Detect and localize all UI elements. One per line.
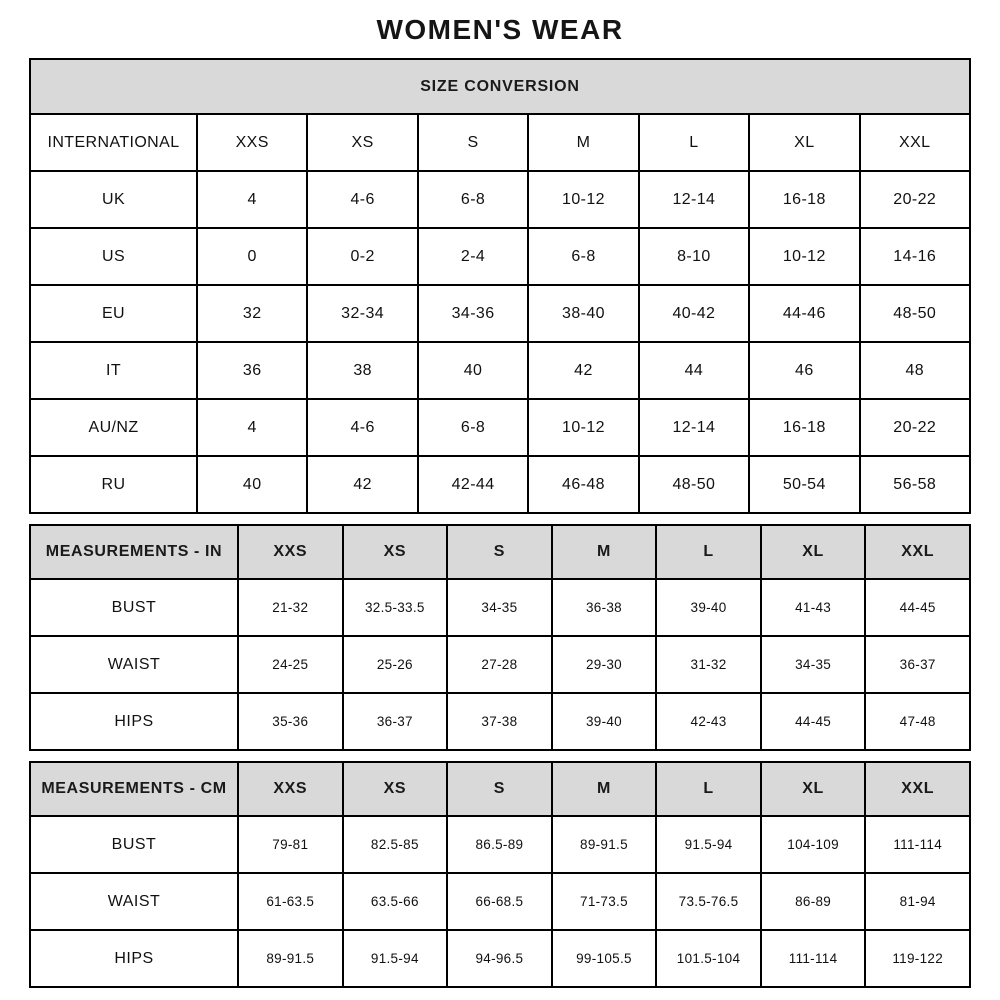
column-header-l: L bbox=[639, 114, 749, 171]
size-cell: 4 bbox=[197, 399, 307, 456]
measure-cell: 39-40 bbox=[552, 693, 657, 750]
measure-cell: 61-63.5 bbox=[238, 873, 343, 930]
size-cell: 32-34 bbox=[307, 285, 417, 342]
size-cell: 38 bbox=[307, 342, 417, 399]
row-label: HIPS bbox=[30, 693, 238, 750]
size-cell: 32 bbox=[197, 285, 307, 342]
size-cell: 4 bbox=[197, 171, 307, 228]
table-row-it bbox=[30, 342, 970, 399]
column-header-s: S bbox=[447, 525, 552, 579]
measurements-cm-title: MEASUREMENTS - CM bbox=[30, 762, 238, 816]
size-cell: 6-8 bbox=[528, 228, 638, 285]
page-title: WOMEN'S WEAR bbox=[376, 14, 624, 45]
size-cell: 42 bbox=[528, 342, 638, 399]
row-label: IT bbox=[30, 342, 197, 399]
row-label: BUST bbox=[30, 816, 238, 873]
measurements-in-header-row bbox=[30, 525, 970, 579]
column-header-xxs: XXS bbox=[238, 525, 343, 579]
size-cell: 10-12 bbox=[528, 399, 638, 456]
measure-cell: 37-38 bbox=[447, 693, 552, 750]
measurements-cm-table bbox=[29, 761, 971, 988]
size-cell: 14-16 bbox=[860, 228, 970, 285]
column-header-xl: XL bbox=[749, 114, 859, 171]
size-conversion-caption-row bbox=[30, 59, 970, 114]
size-cell: 10-12 bbox=[528, 171, 638, 228]
measure-cell: 63.5-66 bbox=[343, 873, 448, 930]
column-header-m: M bbox=[552, 762, 657, 816]
measure-cell: 32.5-33.5 bbox=[343, 579, 448, 636]
size-cell: 34-36 bbox=[418, 285, 528, 342]
measure-cell: 91.5-94 bbox=[343, 930, 448, 987]
measurements-in-title: MEASUREMENTS - IN bbox=[30, 525, 238, 579]
measure-cell: 36-37 bbox=[343, 693, 448, 750]
measure-cell: 42-43 bbox=[656, 693, 761, 750]
measure-cell: 41-43 bbox=[761, 579, 866, 636]
measure-cell: 119-122 bbox=[865, 930, 970, 987]
size-cell: 8-10 bbox=[639, 228, 749, 285]
row-label: WAIST bbox=[30, 636, 238, 693]
column-header-xxs: XXS bbox=[197, 114, 307, 171]
measure-cell: 79-81 bbox=[238, 816, 343, 873]
measure-cell: 94-96.5 bbox=[447, 930, 552, 987]
size-cell: 4-6 bbox=[307, 399, 417, 456]
size-cell: 46 bbox=[749, 342, 859, 399]
measure-cell: 34-35 bbox=[447, 579, 552, 636]
size-cell: 48-50 bbox=[639, 456, 749, 513]
measure-cell: 27-28 bbox=[447, 636, 552, 693]
size-cell: 40 bbox=[418, 342, 528, 399]
size-cell: 56-58 bbox=[860, 456, 970, 513]
table-row-waist-in bbox=[30, 636, 970, 693]
measure-cell: 36-38 bbox=[552, 579, 657, 636]
row-label: BUST bbox=[30, 579, 238, 636]
measure-cell: 111-114 bbox=[865, 816, 970, 873]
column-header-m: M bbox=[528, 114, 638, 171]
column-header-xxl: XXL bbox=[865, 762, 970, 816]
table-row-us bbox=[30, 228, 970, 285]
size-cell: 0-2 bbox=[307, 228, 417, 285]
measure-cell: 111-114 bbox=[761, 930, 866, 987]
measure-cell: 89-91.5 bbox=[238, 930, 343, 987]
table-row-aunz bbox=[30, 399, 970, 456]
column-header-s: S bbox=[447, 762, 552, 816]
measure-cell: 34-35 bbox=[761, 636, 866, 693]
measure-cell: 91.5-94 bbox=[656, 816, 761, 873]
column-header-xxs: XXS bbox=[238, 762, 343, 816]
size-cell: 42 bbox=[307, 456, 417, 513]
column-header-xs: XS bbox=[307, 114, 417, 171]
size-cell: 20-22 bbox=[860, 171, 970, 228]
size-cell: 6-8 bbox=[418, 399, 528, 456]
measure-cell: 86-89 bbox=[761, 873, 866, 930]
size-cell: 42-44 bbox=[418, 456, 528, 513]
measure-cell: 25-26 bbox=[343, 636, 448, 693]
measure-cell: 36-37 bbox=[865, 636, 970, 693]
size-cell: 38-40 bbox=[528, 285, 638, 342]
column-header-xxl: XXL bbox=[860, 114, 970, 171]
measure-cell: 71-73.5 bbox=[552, 873, 657, 930]
size-cell: 44 bbox=[639, 342, 749, 399]
column-header-xl: XL bbox=[761, 525, 866, 579]
size-conversion-table bbox=[29, 58, 971, 514]
size-cell: 46-48 bbox=[528, 456, 638, 513]
measure-cell: 24-25 bbox=[238, 636, 343, 693]
size-cell: 12-14 bbox=[639, 171, 749, 228]
size-cell: 16-18 bbox=[749, 399, 859, 456]
table-row-waist-cm bbox=[30, 873, 970, 930]
size-cell: 44-46 bbox=[749, 285, 859, 342]
column-header-xxl: XXL bbox=[865, 525, 970, 579]
size-cell: 48 bbox=[860, 342, 970, 399]
measure-cell: 104-109 bbox=[761, 816, 866, 873]
measure-cell: 21-32 bbox=[238, 579, 343, 636]
table-row-bust-cm bbox=[30, 816, 970, 873]
table-row-bust-in bbox=[30, 579, 970, 636]
size-cell: 36 bbox=[197, 342, 307, 399]
size-cell: 50-54 bbox=[749, 456, 859, 513]
row-label: US bbox=[30, 228, 197, 285]
row-label: WAIST bbox=[30, 873, 238, 930]
measure-cell: 44-45 bbox=[761, 693, 866, 750]
size-cell: 40-42 bbox=[639, 285, 749, 342]
measure-cell: 101.5-104 bbox=[656, 930, 761, 987]
measure-cell: 31-32 bbox=[656, 636, 761, 693]
column-header-xs: XS bbox=[343, 762, 448, 816]
table-row-uk bbox=[30, 171, 970, 228]
size-cell: 12-14 bbox=[639, 399, 749, 456]
row-label: EU bbox=[30, 285, 197, 342]
measurements-in-table bbox=[29, 524, 971, 751]
measure-cell: 99-105.5 bbox=[552, 930, 657, 987]
measure-cell: 81-94 bbox=[865, 873, 970, 930]
size-cell: 2-4 bbox=[418, 228, 528, 285]
table-row-hips-in bbox=[30, 693, 970, 750]
size-cell: 4-6 bbox=[307, 171, 417, 228]
size-conversion-title: SIZE CONVERSION bbox=[30, 59, 970, 114]
measure-cell: 29-30 bbox=[552, 636, 657, 693]
table-row-eu bbox=[30, 285, 970, 342]
table-row-hips-cm bbox=[30, 930, 970, 987]
row-label: UK bbox=[30, 171, 197, 228]
size-cell: 10-12 bbox=[749, 228, 859, 285]
measure-cell: 82.5-85 bbox=[343, 816, 448, 873]
measure-cell: 89-91.5 bbox=[552, 816, 657, 873]
size-cell: 40 bbox=[197, 456, 307, 513]
table-row-ru bbox=[30, 456, 970, 513]
row-label: AU/NZ bbox=[30, 399, 197, 456]
measure-cell: 73.5-76.5 bbox=[656, 873, 761, 930]
column-header-xl: XL bbox=[761, 762, 866, 816]
row-label: HIPS bbox=[30, 930, 238, 987]
measure-cell: 47-48 bbox=[865, 693, 970, 750]
size-conversion-header-row bbox=[30, 114, 970, 171]
column-header-m: M bbox=[552, 525, 657, 579]
measure-cell: 86.5-89 bbox=[447, 816, 552, 873]
column-header-xs: XS bbox=[343, 525, 448, 579]
column-header-international: INTERNATIONAL bbox=[30, 114, 197, 171]
column-header-s: S bbox=[418, 114, 528, 171]
size-cell: 20-22 bbox=[860, 399, 970, 456]
column-header-l: L bbox=[656, 762, 761, 816]
measure-cell: 66-68.5 bbox=[447, 873, 552, 930]
column-header-l: L bbox=[656, 525, 761, 579]
size-cell: 6-8 bbox=[418, 171, 528, 228]
measure-cell: 39-40 bbox=[656, 579, 761, 636]
measure-cell: 44-45 bbox=[865, 579, 970, 636]
size-cell: 48-50 bbox=[860, 285, 970, 342]
measurements-cm-header-row bbox=[30, 762, 970, 816]
row-label: RU bbox=[30, 456, 197, 513]
measure-cell: 35-36 bbox=[238, 693, 343, 750]
size-cell: 0 bbox=[197, 228, 307, 285]
size-cell: 16-18 bbox=[749, 171, 859, 228]
